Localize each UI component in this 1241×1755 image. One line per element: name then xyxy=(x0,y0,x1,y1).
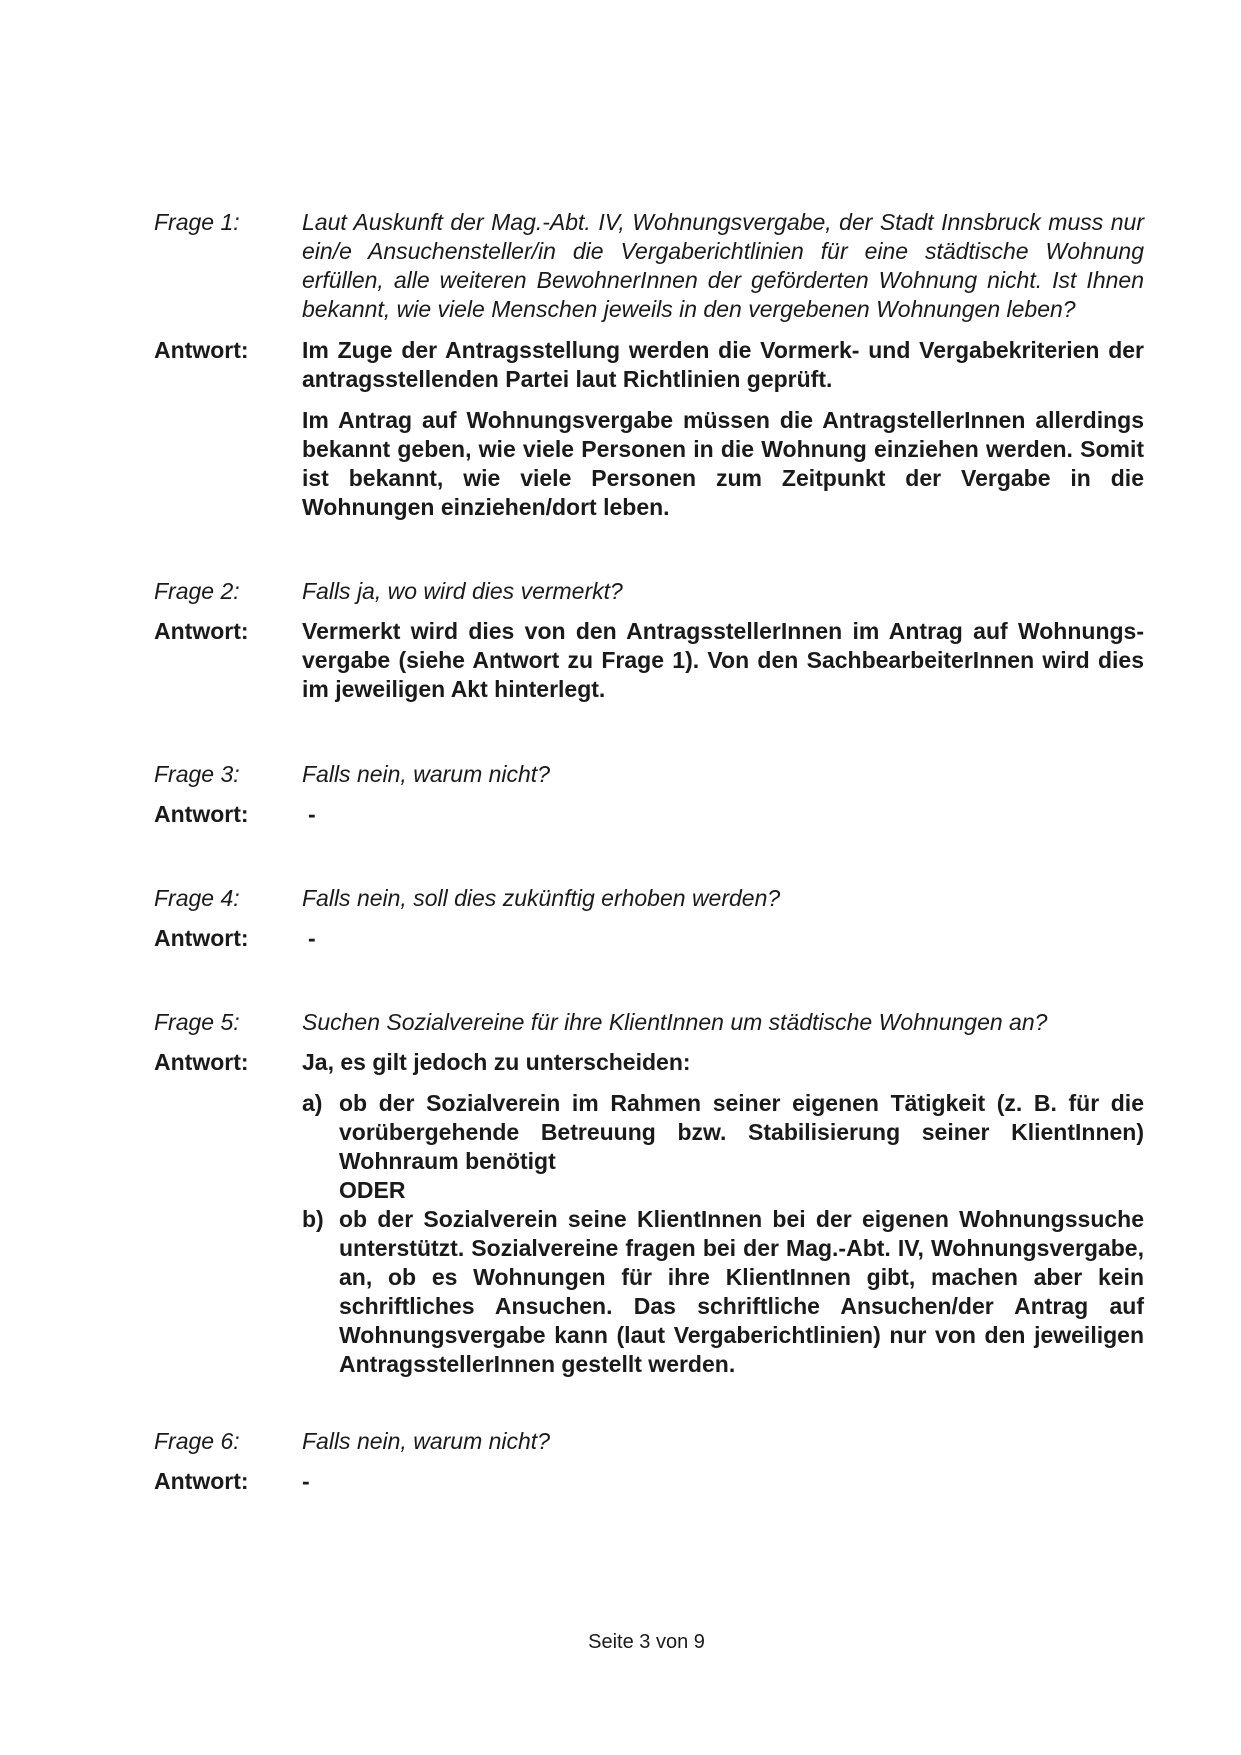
question-label: Frage 4: xyxy=(154,885,240,911)
answer-label: Antwort: xyxy=(154,618,249,644)
list-item xyxy=(302,1089,1144,1205)
answer-text xyxy=(302,1048,1144,1379)
question-label: Frage 6: xyxy=(154,1428,240,1454)
answer-text: - xyxy=(308,925,316,951)
question-text: Falls nein, soll dies zukünftig erhoben werden? xyxy=(302,885,781,911)
answer-text xyxy=(302,336,1144,522)
list-item xyxy=(302,1205,1144,1379)
answer-label: Antwort: xyxy=(154,1049,249,1075)
list-item-suffix: ODER xyxy=(339,1177,406,1203)
answer-label: Antwort: xyxy=(154,801,249,827)
question-label: Frage 1: xyxy=(154,209,240,235)
answer-5 xyxy=(154,1048,1144,1379)
list-marker: a) xyxy=(302,1090,323,1116)
question-4 xyxy=(154,884,1144,913)
question-label: Frage 2: xyxy=(154,578,240,604)
answer-text: - xyxy=(308,801,316,827)
question-1 xyxy=(154,208,1144,324)
answer-4 xyxy=(154,924,1144,953)
question-5 xyxy=(154,1008,1144,1037)
answer-2 xyxy=(154,617,1144,704)
answer-text: Vermerkt wird dies von den AntragsstellerInnen im Antrag auf Wohnungs-vergabe (siehe Antwort zu Frage 1). Von den SachbearbeiterInnen wird dies im jeweiligen Akt hinterlegt. xyxy=(302,618,1144,702)
question-text: Falls ja, wo wird dies vermerkt? xyxy=(302,578,623,604)
list-item-text: ob der Sozialverein im Rahmen seiner eigenen Tätigkeit (z. B. für die vorübergehende Betreuung bzw. Stabilisierung seiner KlientInnen) Wohnraum benötigt xyxy=(339,1090,1144,1174)
question-text: Falls nein, warum nicht? xyxy=(302,761,550,787)
answer-paragraph: Im Antrag auf Wohnungsvergabe müssen die AntragstellerInnen allerdings bekannt geben, wie viele Personen in die Wohnung einziehen werden. Somit ist bekannt, wie viele Personen zum Zeitpunkt der Vergabe in die Wohnungen einziehen/dort leben. xyxy=(302,407,1144,520)
answer-list xyxy=(302,1089,1144,1379)
answer-label: Antwort: xyxy=(154,925,249,951)
answer-label: Antwort: xyxy=(154,1468,249,1494)
list-marker: b) xyxy=(302,1206,324,1232)
list-item-text: ob der Sozialverein seine KlientInnen bei der eigenen Wohnungssuche unterstützt. Sozialvereine fragen bei der Mag.-Abt. IV, Wohnungsvergabe, an, ob es Wohnungen für ihre KlientInnen gibt, machen aber kein schriftliches Ansuchen. Das schriftliche Ansuchen/der Antrag auf Wohnungsvergabe kann (laut Vergaberichtlinien) nur von den jeweiligen AntragsstellerInnen gestellt werden. xyxy=(339,1206,1144,1377)
question-text: Suchen Sozialvereine für ihre KlientInnen um städtische Wohnungen an? xyxy=(302,1009,1048,1035)
page-number: Seite 3 von 9 xyxy=(588,1631,705,1653)
answer-1 xyxy=(154,336,1144,522)
question-6 xyxy=(154,1427,1144,1456)
answer-6 xyxy=(154,1467,1144,1496)
question-label: Frage 5: xyxy=(154,1009,240,1035)
answer-intro: Ja, es gilt jedoch zu unterscheiden: xyxy=(302,1049,691,1075)
answer-label: Antwort: xyxy=(154,337,249,363)
question-2 xyxy=(154,577,1144,606)
question-3 xyxy=(154,760,1144,789)
question-label: Frage 3: xyxy=(154,761,240,787)
answer-text: - xyxy=(302,1468,310,1494)
question-text: Laut Auskunft der Mag.-Abt. IV, Wohnungsvergabe, der Stadt Innsbruck muss nur ein/e Ansuchensteller/in die Vergaberichtlinien für eine städtische Wohnung erfüllen, alle weiteren BewohnerInnen der geförderten Wohnung nicht. Ist Ihnen bekannt, wie viele Menschen jeweils in den vergebenen Wohnungen leben? xyxy=(302,209,1144,322)
answer-3 xyxy=(154,800,1144,829)
question-text: Falls nein, warum nicht? xyxy=(302,1428,550,1454)
answer-paragraph: Im Zuge der Antragsstellung werden die Vormerk- und Vergabekriterien der antragsstellenden Partei laut Richtlinien geprüft. xyxy=(302,337,1144,392)
